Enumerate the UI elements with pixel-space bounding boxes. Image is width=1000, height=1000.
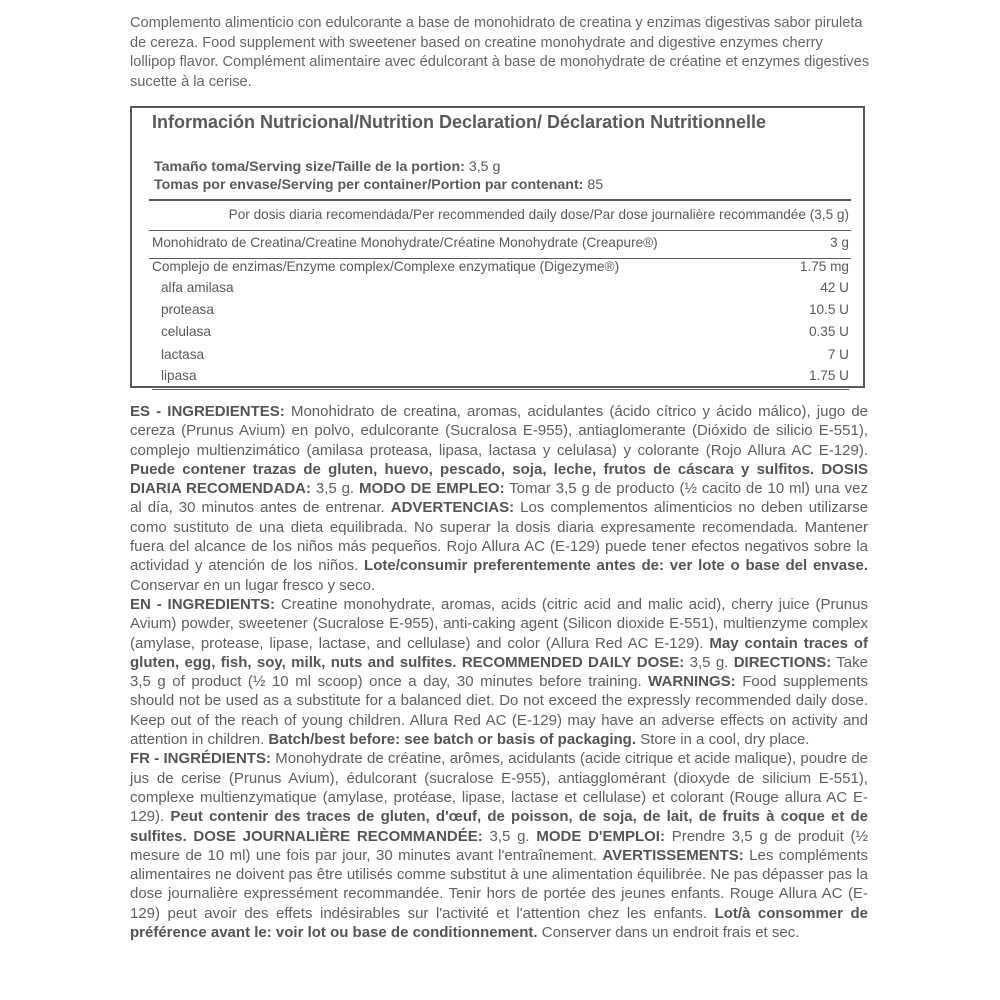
ingredients-text bbox=[130, 402, 868, 942]
nutrient-name: alfa amilasa bbox=[161, 280, 234, 295]
en-ingredients-text: Creatine monohydrate, aromas, acids (citric acid and malic acid), cherry juice (Prunus Avium) powder, sweetener (Sucralose E-955), anti-caking agent (Silicon dioxide E-551), multienzyme complex (amylase, protease, lipase, lactase, and cellulase) and color (Allura Red AC E-129). bbox=[130, 595, 868, 652]
dose-column-header: Por dosis diaria recomendada/Per recommended daily dose/Par dose journalière recommandée (3,5 g) bbox=[228, 207, 849, 222]
nutrient-value: 7 U bbox=[827, 347, 849, 362]
nutrient-name: Monohidrato de Creatina/Creatine Monohydrate/Créatine Monohydrate (Creapure®) bbox=[152, 235, 658, 250]
nutrient-name: lactasa bbox=[161, 347, 205, 362]
serving-size-label: Tamaño toma/Serving size/Taille de la portion: bbox=[154, 159, 465, 175]
es-storage-text: Conservar en un lugar fresco y seco. bbox=[130, 576, 376, 594]
nutrition-row-amylase bbox=[152, 280, 849, 300]
nutrition-row-creatine bbox=[152, 235, 849, 255]
nutrition-panel bbox=[130, 106, 865, 388]
es-ingredients-text: Monohidrato de creatina, aromas, acidulantes (ácido cítrico y ácido málico), jugo de cereza (Prunus Avium) en polvo, edulcorante (Sucralosa E-955), antiaglomerante (Dióxido de silicio E-551), complejo multienzimático (amilasa proteasa, lipasa, lactasa y celulasa) y colorante (Rojo Allura AC E-129). bbox=[130, 403, 868, 459]
es-lot-label: Lote/consumir preferentemente antes de: ver lote o base del envase. bbox=[364, 557, 868, 575]
nutrient-value: 3 g bbox=[830, 235, 849, 250]
es-allergen-traces: Puede contener trazas de gluten, huevo, pescado, soja, leche, frutos de cáscara y sulfitos. bbox=[130, 460, 815, 478]
fr-storage-text: Conserver dans un endroit frais et sec. bbox=[537, 924, 800, 942]
nutrient-value: 1.75 U bbox=[808, 368, 849, 383]
servings-per-container-value: 85 bbox=[587, 177, 604, 193]
nutrient-name: Complejo de enzimas/Enzyme complex/Complexe enzymatique (Digezyme®) bbox=[152, 259, 620, 274]
nutrition-row-lipase bbox=[152, 368, 849, 388]
nutrition-row-protease bbox=[152, 302, 849, 322]
en-batch-label: Batch/best before: see batch or basis of packaging. bbox=[268, 731, 637, 749]
es-dose-text: 3,5 g. bbox=[310, 480, 359, 498]
es-warnings-text: Los complementos alimenticios no deben utilizarse como sustituto de una dieta equilibrada. No superar la dosis diaria expresamente recomendada. Mantener fuera del alcance de los niños más pequeños. Rojo Allura AC (E-129) puede tener efectos negativos sobre la actividad y atención de los niños. bbox=[130, 499, 868, 575]
es-mode-label: MODO DE EMPLEO: bbox=[358, 480, 505, 498]
divider bbox=[149, 230, 851, 231]
en-warnings-label: WARNINGS: bbox=[648, 673, 736, 691]
en-ingredients-label: EN - INGREDIENTS: bbox=[130, 595, 276, 613]
nutrition-panel-title: Información Nutricional/Nutrition Declaration/ Déclaration Nutritionnelle bbox=[152, 112, 767, 132]
servings-per-container-line bbox=[154, 176, 854, 194]
fr-lot-label: Lot/à consommer de préférence avant le: voir lot ou base de conditionnement. bbox=[130, 904, 868, 942]
en-directions-text: Take 3,5 g of product (½ 10 ml scoop) once a day, 30 minutes before training. bbox=[130, 653, 868, 691]
es-mode-text: Tomar 3,5 g de producto (½ cacito de 10 ml) una vez al día, 30 minutos antes de entrenar. bbox=[130, 480, 868, 517]
nutrient-value: 0.35 U bbox=[808, 324, 849, 339]
nutrient-name: proteasa bbox=[161, 302, 214, 317]
fr-dose-text: 3,5 g. bbox=[482, 827, 537, 845]
es-dose-label: DOSIS DIARIA RECOMENDADA: bbox=[130, 460, 868, 498]
fr-mode-text: Prendre 3,5 g de produit (½ mesure de 10 ml) une fois par jour, 30 minutes avant l'entraînement. bbox=[130, 827, 868, 864]
nutrient-value: 1.75 mg bbox=[799, 259, 849, 274]
nutrient-name: celulasa bbox=[161, 324, 211, 339]
fr-ingredients-text: Monohydrate de créatine, arômes, acidulants (acide citrique et acide malique), poudre de jus de cerise (Prunus Avium), édulcorant (sucralose E-955), antiagglomérant (dioxyde de silicium E-551), complexe multienzymatique (amylase, protéase, lipase, lactase et cellulase) et colorant (Rouge allura AC E-129). bbox=[130, 750, 868, 826]
es-ingredients-label: ES - INGREDIENTES: bbox=[130, 403, 285, 420]
es-warnings-label: ADVERTENCIAS: bbox=[390, 499, 515, 517]
en-storage-text: Store in a cool, dry place. bbox=[636, 731, 810, 749]
nutrition-row-cellulase bbox=[152, 324, 849, 344]
product-description: Complemento alimenticio con edulcorante a base de monohidrato de creatina y enzimas digestivas sabor piruleta de cereza. Food supplement with sweetener based on creatine monohydrate and digestive enzymes cherry lollipop flavor. Complément alimentaire avec édulcorant à base de monohydrate de créatine et enzymes digestives sucette à la cerise. bbox=[130, 15, 870, 90]
nutrient-value: 10.5 U bbox=[808, 302, 849, 317]
en-allergen-traces: May contain traces of gluten, egg, fish, soy, milk, nuts and sulfites. RECOMMENDED DAILY DOSE: bbox=[130, 634, 868, 671]
divider bbox=[149, 199, 851, 201]
nutrition-row-lactase bbox=[152, 347, 849, 367]
fr-ingredients-label: FR - INGRÉDIENTS: bbox=[130, 750, 271, 768]
fr-warnings-label: AVERTISSEMENTS: bbox=[602, 846, 744, 864]
nutrient-value: 42 U bbox=[820, 280, 849, 295]
en-dose-text: 3,5 g. bbox=[684, 653, 734, 671]
serving-size-line bbox=[154, 158, 854, 176]
serving-info bbox=[154, 158, 854, 194]
fr-allergen-traces: Peut contenir des traces de gluten, d'œuf, de poisson, de soja, de lait, de fruits à coque et de sulfites. DOSE JOURNALIÈRE RECOMMANDÉE: bbox=[130, 808, 869, 845]
servings-per-container-label: Tomas por envase/Serving per container/Portion par contenant: bbox=[154, 177, 584, 193]
nutrition-row-enzyme-complex bbox=[152, 259, 849, 279]
fr-warnings-text: Les compléments alimentaires ne doivent pas être utilisés comme substitut à une alimentation équilibrée. Ne pas dépasser pas la dose journalière expressément recommandée. Tenir hors de portée des jeunes enfants. Rouge Allura AC (E-129) peut avoir des effets indésirables sur l'activité et l'attention chez les enfants. bbox=[130, 846, 868, 922]
en-warnings-text: Food supplements should not be used as a substitute for a balanced diet. Do not exceed the expressly recommended daily dose. Keep out of the reach of young children. Allura Red AC (E-129) may have an adverse effects on activity and attention in children. bbox=[130, 673, 869, 749]
en-directions-label: DIRECTIONS: bbox=[733, 653, 832, 671]
serving-size-value: 3,5 g bbox=[468, 159, 501, 175]
nutrient-name: lipasa bbox=[161, 368, 197, 383]
fr-mode-label: MODE D'EMPLOI: bbox=[536, 827, 665, 845]
